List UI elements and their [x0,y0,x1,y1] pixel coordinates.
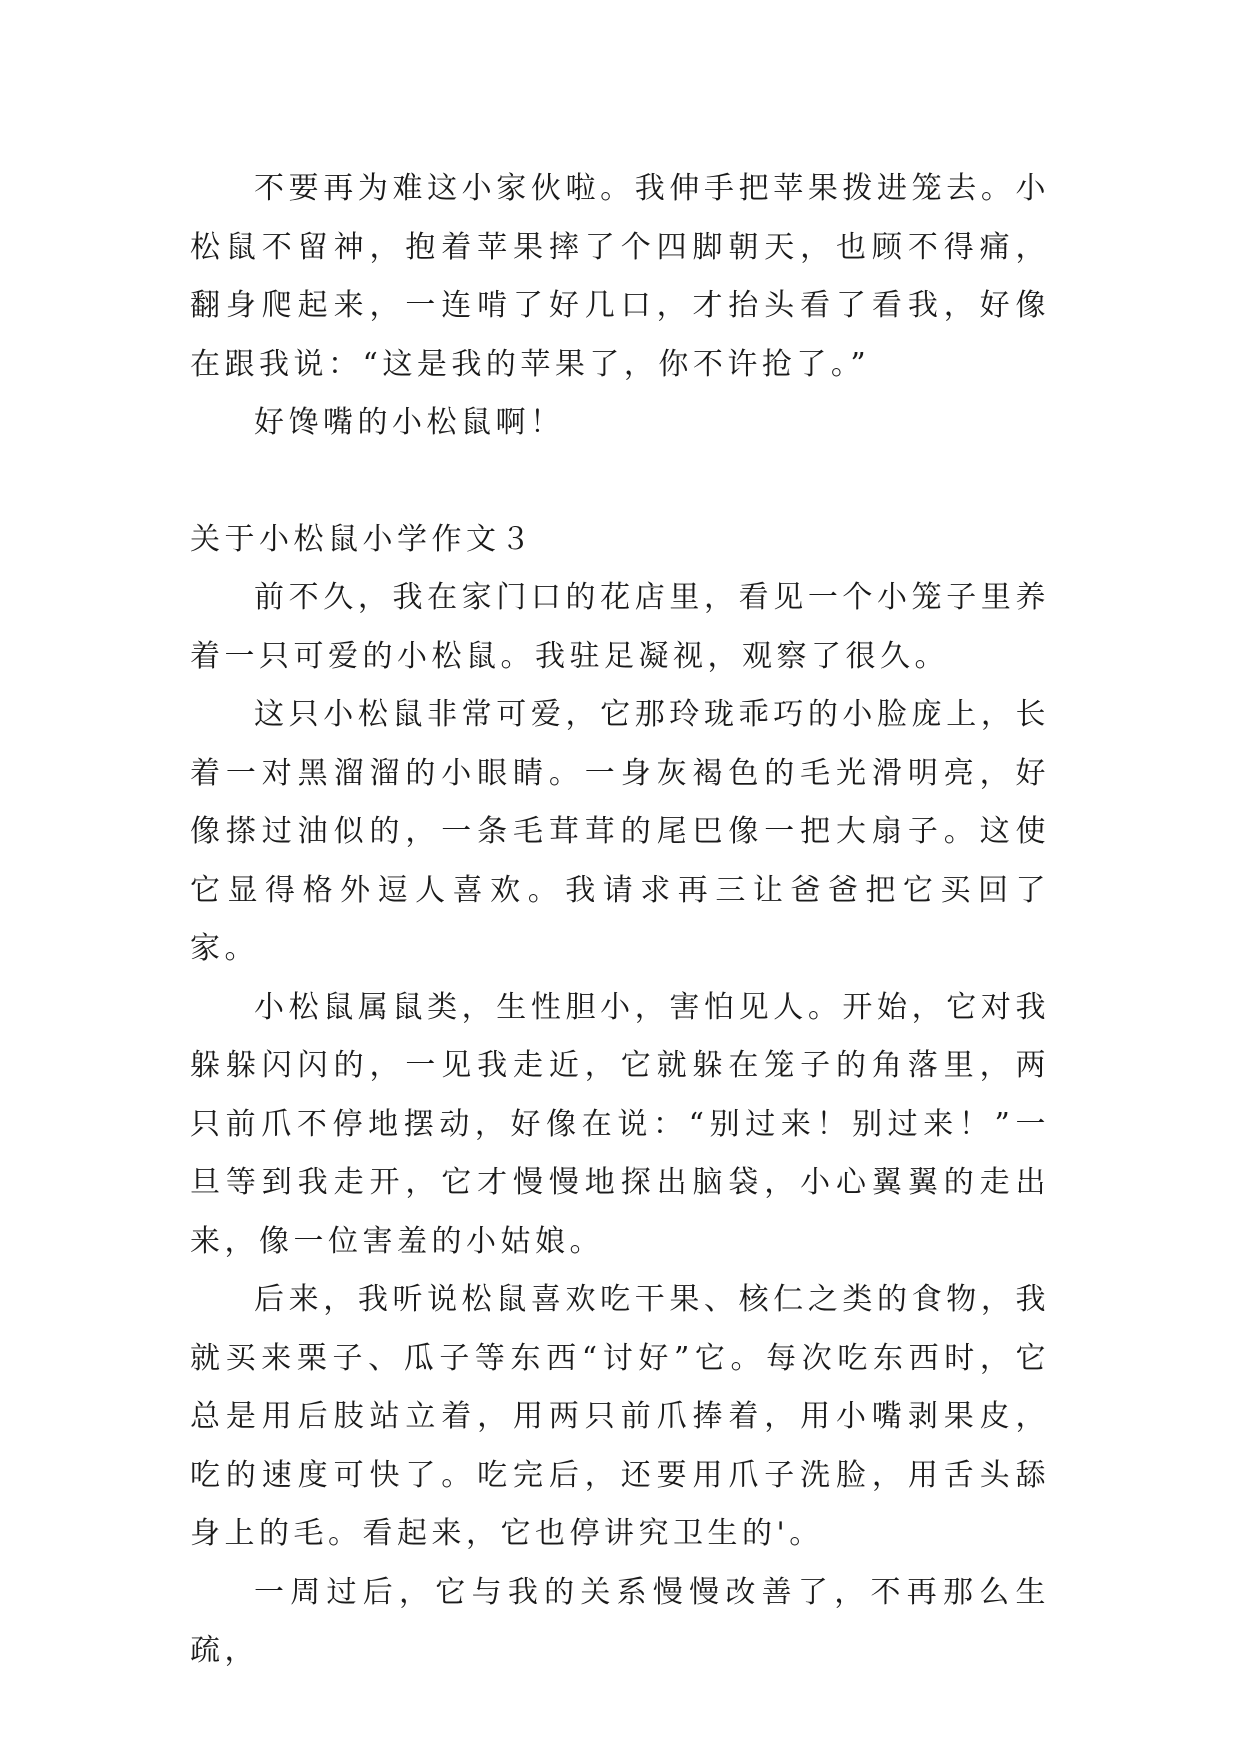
paragraph-appearance: 这只小松鼠非常可爱，它那玲珑乖巧的小脸庞上，长着一对黑溜溜的小眼睛。一身灰褐色的毛光滑明亮，好像搽过油似的，一条毛茸茸的尾巴像一把大扇子。这使它显得格外逗人喜欢。我请求再三让爸爸把它买回了家。 [190,697,1050,966]
section-spacer [190,453,1050,511]
section-title: 关于小松鼠小学作文３ [190,521,535,557]
paragraph-flower-shop: 前不久，我在家门口的花店里，看见一个小笼子里养着一只可爱的小松鼠。我驻足凝视，观察了很久。 [190,580,1050,674]
paragraph-apple: 不要再为难这小家伙啦。我伸手把苹果拨进笼去。小松鼠不留神，抱着苹果摔了个四脚朝天，也顾不得痛，翻身爬起来，一连啃了好几口，才抬头看了看我，好像在跟我说：“这是我的苹果了，你不许抢了。” [190,171,1050,382]
paragraph-greedy-squirrel: 好馋嘴的小松鼠啊！ [254,405,565,440]
paragraph-timid: 小松鼠属鼠类，生性胆小，害怕见人。开始，它对我躲躲闪闪的，一见我走近，它就躲在笼子的角落里，两只前爪不停地摆动，好像在说：“别过来！别过来！”一旦等到我走开，它才慢慢地探出脑袋，小心翼翼的走出来，像一位害羞的小姑娘。 [190,989,1050,1259]
document-page [190,160,1050,1681]
paragraph-one-week-later: 一周过后，它与我的关系慢慢改善了，不再那么生疏， [190,1574,1050,1668]
paragraph-feeding: 后来，我听说松鼠喜欢吃干果、核仁之类的食物，我就买来栗子、瓜子等东西“讨好”它。每次吃东西时，它总是用后肢站立着，用两只前爪捧着，用小嘴剥果皮，吃的速度可快了。吃完后，还要用爪子洗脸，用舌头舔身上的毛。看起来，它也停讲究卫生的'。 [190,1282,1050,1551]
